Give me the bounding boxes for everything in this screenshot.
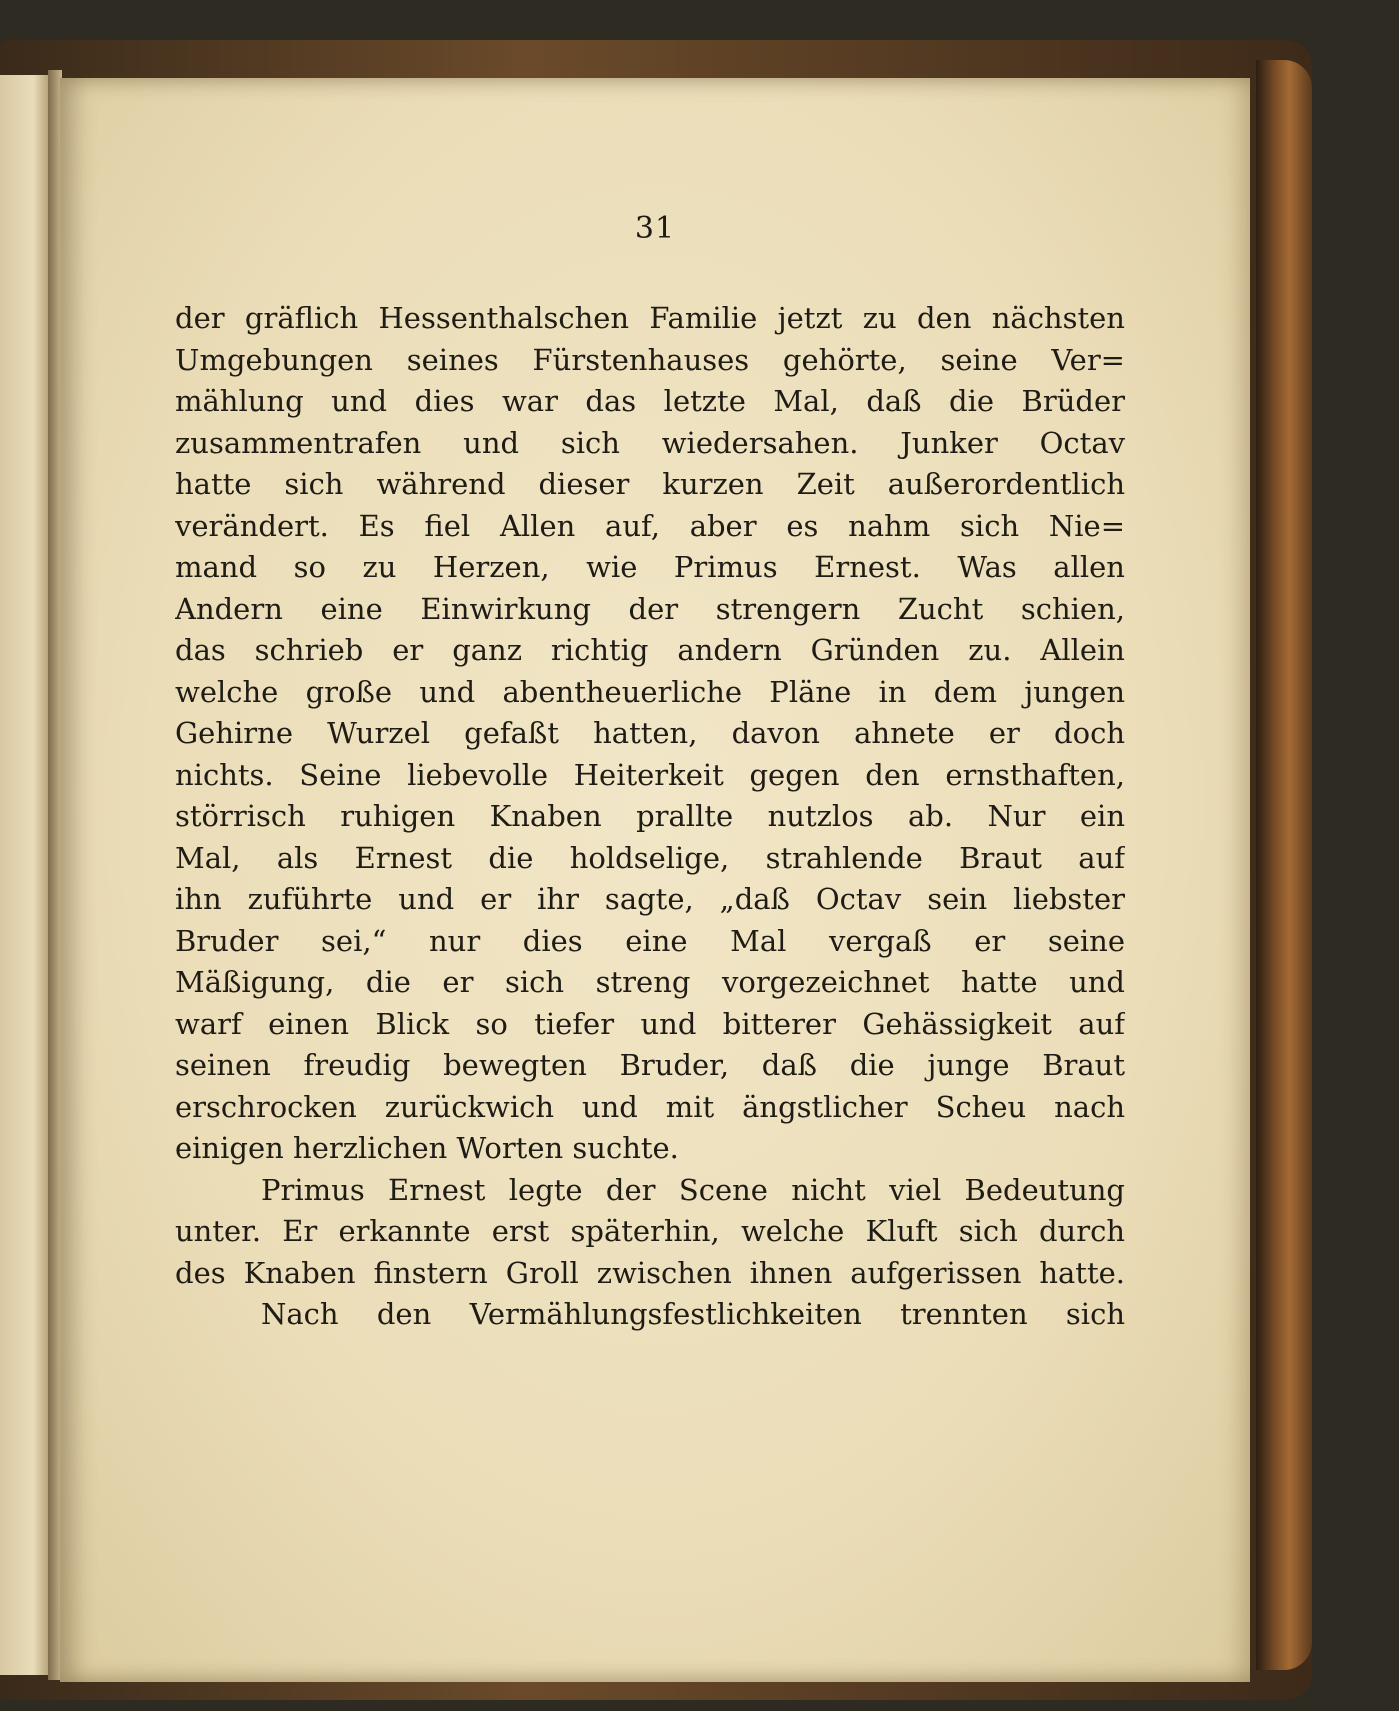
- page-text: [175, 298, 1125, 1336]
- left-page-edge: [0, 75, 48, 1675]
- text-line: ihn zuführte und er ihr sagte, „daß Octav sein liebster: [175, 882, 1125, 916]
- book-cover-edge: [1256, 60, 1312, 1670]
- text-line: des Knaben finstern Groll zwischen ihnen aufgerissen hatte.: [175, 1255, 1125, 1290]
- text-line: mählung und dies war das letzte Mal, daß die Brüder: [175, 384, 1125, 418]
- text-line: Nach den Vermählungsfestlichkeiten trennten sich: [261, 1297, 1125, 1331]
- text-line: Gehirne Wurzel gefaßt hatten, davon ahnete er doch: [175, 716, 1125, 750]
- text-line: mand so zu Herzen, wie Primus Ernest. Was allen: [175, 550, 1125, 584]
- text-line: der gräflich Hessenthalschen Familie jetzt zu den nächsten: [175, 301, 1125, 335]
- text-line: zusammentrafen und sich wiedersahen. Junker Octav: [175, 425, 1125, 460]
- text-line: hatte sich während dieser kurzen Zeit außerordentlich: [175, 467, 1125, 501]
- text-line: welche große und abentheuerliche Pläne in dem jungen: [175, 674, 1125, 709]
- text-line: erschrocken zurückwich und mit ängstlicher Scheu nach: [175, 1089, 1125, 1124]
- text-line: unter. Er erkannte erst späterhin, welche Kluft sich durch: [175, 1214, 1125, 1248]
- text-line: einigen herzlichen Worten suchte.: [175, 1131, 679, 1165]
- book-page: [60, 78, 1250, 1682]
- text-line: Bruder sei,“ nur dies eine Mal vergaß er seine: [175, 923, 1125, 958]
- text-line: nichts. Seine liebevolle Heiterkeit gegen den ernsthaften,: [175, 757, 1125, 792]
- text-line: Andern eine Einwirkung der strengern Zucht schien,: [175, 591, 1125, 626]
- text-line: störrisch ruhigen Knaben prallte nutzlos ab. Nur ein: [175, 799, 1125, 833]
- text-line: Mäßigung, die er sich streng vorgezeichnet hatte und: [175, 965, 1125, 999]
- text-line: warf einen Blick so tiefer und bitterer Gehässigkeit auf: [175, 1006, 1125, 1041]
- text-line: Primus Ernest legte der Scene nicht viel Bedeutung: [261, 1172, 1125, 1207]
- text-line: seinen freudig bewegten Bruder, daß die junge Braut: [175, 1048, 1125, 1082]
- text-line: Mal, als Ernest die holdselige, strahlende Braut auf: [175, 840, 1125, 875]
- text-line: verändert. Es fiel Allen auf, aber es nahm sich Nie=: [175, 508, 1125, 543]
- text-line: das schrieb er ganz richtig andern Gründen zu. Allein: [175, 633, 1125, 667]
- page-number: 31: [634, 211, 676, 246]
- text-line: Umgebungen seines Fürstenhauses gehörte, seine Ver=: [175, 342, 1125, 377]
